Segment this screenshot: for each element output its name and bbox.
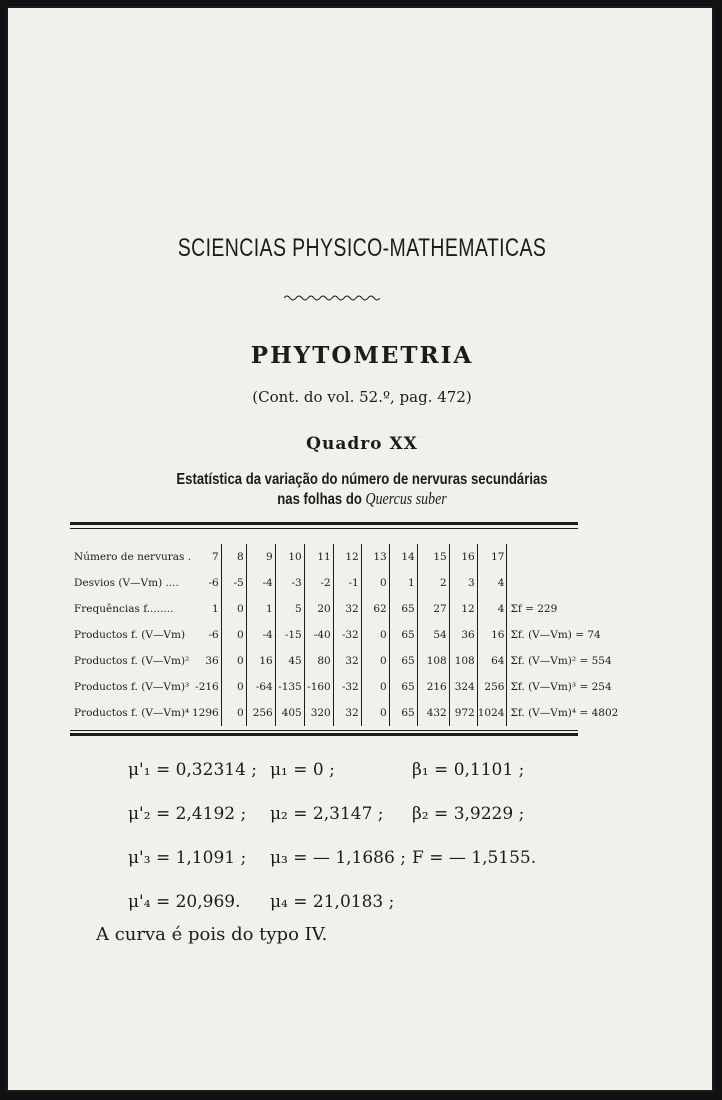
table-cell: 256 — [477, 674, 507, 700]
row-sum: Σf. (V—Vm)³ = 254 — [510, 681, 612, 693]
moment-value: F = — 1,5155. — [412, 848, 537, 868]
table-bottom-rule — [70, 733, 578, 736]
table-cell: 0 — [361, 700, 389, 726]
caption-species: Quercus suber — [365, 489, 447, 508]
table-cell: 11 — [304, 544, 333, 570]
table-cell: 432 — [417, 700, 449, 726]
moment-value: μ'₁ = 0,32314 ; — [128, 760, 258, 780]
caption-line-1: Estatística da variação do número de nervuras secundárias — [176, 471, 548, 488]
conclusion-text: A curva é pois do typo IV. — [96, 924, 328, 945]
table-cell: 405 — [275, 700, 304, 726]
table-row — [70, 648, 618, 674]
row-label: Productos f. (V—Vm) — [74, 629, 186, 641]
table-cell: 65 — [389, 596, 417, 622]
table-cell: 64 — [477, 648, 507, 674]
page — [6, 6, 714, 1092]
table-cell: 65 — [389, 648, 417, 674]
table-cell: 8 — [221, 544, 246, 570]
table-cell: -2 — [304, 570, 333, 596]
table-cell: -4 — [246, 570, 275, 596]
table-cell: 0 — [221, 596, 246, 622]
table-cell: 0 — [221, 622, 246, 648]
table-cell: -32 — [333, 674, 361, 700]
table-cell: 7 — [192, 544, 221, 570]
row-sum: Σf. (V—Vm) = 74 — [510, 629, 601, 641]
table-cell: 1 — [389, 570, 417, 596]
table-cell: 1 — [192, 596, 221, 622]
table-cell: -1 — [333, 570, 361, 596]
article-title: PHYTOMETRIA — [250, 342, 474, 369]
table-cell: -4 — [246, 622, 275, 648]
table-cell: 32 — [333, 596, 361, 622]
table-cell: 4 — [477, 596, 507, 622]
table-cell: 4 — [477, 570, 507, 596]
row-label: Frequências f........ — [74, 603, 174, 615]
table-cell: 65 — [389, 622, 417, 648]
table-cell: 12 — [449, 596, 477, 622]
table-row — [70, 700, 618, 726]
table-cell: -216 — [192, 674, 221, 700]
table-cell: 1 — [246, 596, 275, 622]
row-sum: Σf. (V—Vm)² = 554 — [510, 655, 612, 667]
table-cell: 16 — [449, 544, 477, 570]
table-cell: 20 — [304, 596, 333, 622]
table-row — [70, 622, 618, 648]
section-title: SCIENCIAS PHYSICO-MATHEMATICAS — [177, 234, 547, 262]
table-row — [70, 674, 618, 700]
table-cell: 0 — [361, 570, 389, 596]
table-cell: 0 — [221, 648, 246, 674]
table-cell: 0 — [361, 674, 389, 700]
table-row — [70, 570, 618, 596]
row-label: Desvios (V—Vm) .... — [74, 577, 179, 589]
article-subtitle: (Cont. do vol. 52.º, pag. 472) — [252, 388, 472, 406]
table-cell: 27 — [417, 596, 449, 622]
moment-value: μ₂ = 2,3147 ; — [270, 804, 384, 824]
moment-value: μ'₄ = 20,969. — [128, 892, 241, 912]
table-cell: 36 — [449, 622, 477, 648]
table-cell: -40 — [304, 622, 333, 648]
moment-value: μ₁ = 0 ; — [270, 760, 335, 780]
row-sum — [507, 570, 618, 596]
table-cell: 2 — [417, 570, 449, 596]
row-label: Productos f. (V—Vm)⁴ — [74, 707, 190, 719]
row-label: Productos f. (V—Vm)³ — [74, 681, 190, 693]
statistics-table — [70, 544, 618, 726]
moment-value: β₁ = 0,1101 ; — [412, 760, 525, 780]
table-cell: 62 — [361, 596, 389, 622]
table-cell: 65 — [389, 700, 417, 726]
table-cell: -5 — [221, 570, 246, 596]
table-cell: 12 — [333, 544, 361, 570]
table-cell: 17 — [477, 544, 507, 570]
table-cell: 0 — [221, 674, 246, 700]
table-cell: 3 — [449, 570, 477, 596]
moment-value: μ₄ = 21,0183 ; — [270, 892, 395, 912]
moment-value: μ'₂ = 2,4192 ; — [128, 804, 247, 824]
table-bottom-rule-thin — [70, 730, 578, 731]
table-cell: 256 — [246, 700, 275, 726]
table-row — [70, 596, 618, 622]
table-cell: 32 — [333, 700, 361, 726]
table-cell: 45 — [275, 648, 304, 674]
table-cell: -6 — [192, 570, 221, 596]
row-sum — [507, 544, 618, 570]
table-top-rule — [70, 522, 578, 525]
table-cell: -15 — [275, 622, 304, 648]
table-cell: -64 — [246, 674, 275, 700]
table-cell: -6 — [192, 622, 221, 648]
table-cell: 65 — [389, 674, 417, 700]
table-cell: 80 — [304, 648, 333, 674]
table-cell: 108 — [417, 648, 449, 674]
caption-prefix: nas folhas do — [277, 491, 362, 508]
moment-value: β₂ = 3,9229 ; — [412, 804, 525, 824]
moment-value: μ₃ = — 1,1686 ; — [270, 848, 406, 868]
row-sum: Σf = 229 — [510, 603, 558, 615]
table-cell: 16 — [477, 622, 507, 648]
table-cell: 5 — [275, 596, 304, 622]
table-cell: 16 — [246, 648, 275, 674]
table-cell: 0 — [221, 700, 246, 726]
moment-value: μ'₃ = 1,1091 ; — [128, 848, 247, 868]
table-cell: -32 — [333, 622, 361, 648]
table-top-rule-thin — [70, 528, 578, 529]
table-cell: 13 — [361, 544, 389, 570]
table-cell: 0 — [361, 648, 389, 674]
table-cell: 1024 — [477, 700, 507, 726]
caption-line-2 — [72, 489, 653, 509]
table-number: Quadro XX — [306, 434, 418, 454]
table-cell: -135 — [275, 674, 304, 700]
table-cell: 36 — [192, 648, 221, 674]
table-cell: 108 — [449, 648, 477, 674]
table-cell: 32 — [333, 648, 361, 674]
row-label: Número de nervuras . — [74, 551, 192, 563]
table-caption — [72, 470, 653, 509]
table-cell: 320 — [304, 700, 333, 726]
table-cell: 1296 — [192, 700, 221, 726]
row-label: Productos f. (V—Vm)² — [74, 655, 190, 667]
table-cell: 54 — [417, 622, 449, 648]
table-cell: 10 — [275, 544, 304, 570]
table-cell: 0 — [361, 622, 389, 648]
table-cell: -160 — [304, 674, 333, 700]
table-cell: 972 — [449, 700, 477, 726]
table-cell: 15 — [417, 544, 449, 570]
table-row — [70, 544, 618, 570]
table-cell: 14 — [389, 544, 417, 570]
table-cell: 216 — [417, 674, 449, 700]
table-cell: -3 — [275, 570, 304, 596]
table-cell: 9 — [246, 544, 275, 570]
wavy-ornament — [284, 294, 380, 302]
row-sum: Σf. (V—Vm)⁴ = 4802 — [510, 707, 619, 719]
table-cell: 324 — [449, 674, 477, 700]
